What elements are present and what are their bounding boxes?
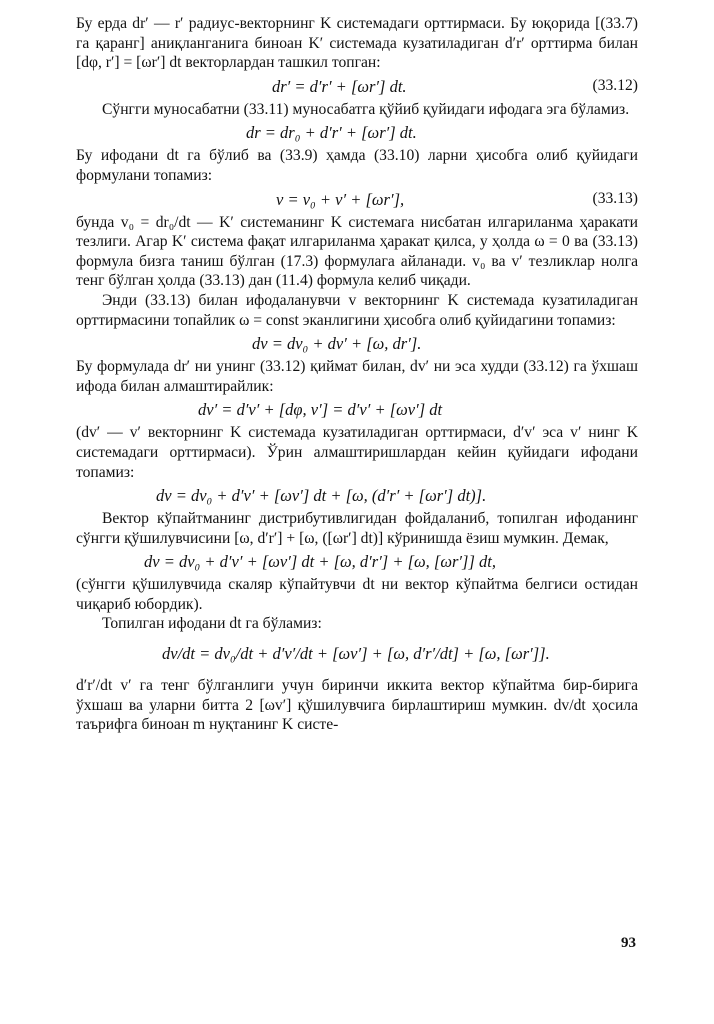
equation-formula: dv = dv₀ + d′v′ + [ωv′] dt + [ω, d′r′] + [ω, [ωr′]] dt, <box>144 552 496 572</box>
text-paragraph: Вектор кўпайтманинг дистрибутивлигидан фойдаланиб, топилган ифоданинг сўнгги қўшилувчисини [ω, d′r′] + [ω, ([ωr′] dt)] кўринишда ёзиш мумкин. Демак, <box>76 510 638 547</box>
page-number: 93 <box>621 935 636 951</box>
equation-formula: dr′ = d′r′ + [ωr′] dt. <box>272 76 407 96</box>
equation <box>76 482 638 509</box>
page-content <box>76 14 638 735</box>
equation-33-13 <box>76 186 638 213</box>
text-paragraph: Топилган ифодани dt га бўламиз: <box>102 615 322 633</box>
equation-formula: dv/dt = dv₀/dt + d′v′/dt + [ωv′] + [ω, d′r′/dt] + [ω, [ωr′]]. <box>162 644 550 664</box>
text-paragraph: Энди (33.13) билан ифодаланувчи v векторнинг K системада кузатиладиган орттирмасини топайлик ω = const эканлигини ҳисобга олиб қуйидагини топамиз: <box>76 291 638 329</box>
equation-formula: v = v₀ + v′ + [ωr′], <box>276 189 405 209</box>
equation-number: (33.12) <box>592 76 638 94</box>
equation-formula: dv = dv₀ + dv′ + [ω, dr′]. <box>252 334 422 354</box>
equation-formula: dv = dv₀ + d′v′ + [ωv′] dt + [ω, (d′r′ + [ωr′] dt)]. <box>156 486 487 506</box>
equation <box>76 548 638 575</box>
equation-number: (33.13) <box>592 189 638 207</box>
text-paragraph: Бу формулада dr′ ни унинг (33.12) қиймат билан, dv′ ни эса худди (33.12) га ўхшаш ифода билан алмаштирайлик: <box>76 358 638 395</box>
equation <box>76 119 638 146</box>
text-paragraph: бунда v₀ = dr₀/dt — K′ системанинг K системага нисбатан илгариланма ҳаракати тезлиги. Агар K′ система фақат илгариланма ҳаракат қилса, у ҳолда ω = 0 ва (33.13) формула бизга таниш бўлган (17.3) формулага айланади. v₀ ва v′ тезликлар нолга тенг бўлган ҳолда (33.13) дан (11.4) формула келиб чиқади. <box>76 213 638 290</box>
text-paragraph: d′r′/dt v′ га тенг бўлганлиги учун биринчи иккита вектор кўпайтма бир-бирига ўхшаш ва уларни битта 2 [ωv′] қўшилувчига бирлаштириш мумкин. dv/dt ҳосила таърифга биноан m нуқтанинг K систе- <box>76 677 638 734</box>
equation <box>76 396 638 423</box>
text-paragraph: Сўнгги муносабатни (33.11) муносабатга қўйиб қуйидаги ифодага эга бўламиз. <box>102 100 630 118</box>
equation-33-12 <box>76 73 638 100</box>
text-paragraph: Бу ерда dr′ — r′ радиус-векторнинг K системадаги орттирмаси. Бу юқорида [(33.7) га қаранг] аниқланганига биноан K′ системада кузатиладиган d′r′ орттирма билан [dφ, r′] = [ωr′] dt векторлардан ташкил топган: <box>76 15 638 72</box>
text-paragraph: (сўнгги қўшилувчида скаляр кўпайтувчи dt ни вектор кўпайтма белгиси остидан чиқариб юбордик). <box>76 576 638 613</box>
equation <box>76 634 638 676</box>
equation-formula: dv′ = d′v′ + [dφ, v′] = d′v′ + [ωv′] dt <box>198 400 443 420</box>
text-paragraph: Бу ифодани dt га бўлиб ва (33.9) ҳамда (33.10) ларни ҳисобга олиб қуйидаги формулани топамиз: <box>76 147 638 184</box>
text-paragraph: (dv′ — v′ векторнинг K системада кузатиладиган орттирмаси, d′v′ эса v′ нинг K системадаги орттирмаси). Ўрин алмаштиришлардан кейин қуйидаги ифодани топамиз: <box>76 424 638 481</box>
equation <box>76 330 638 357</box>
equation-formula: dr = dr₀ + d′r′ + [ωr′] dt. <box>246 123 417 143</box>
